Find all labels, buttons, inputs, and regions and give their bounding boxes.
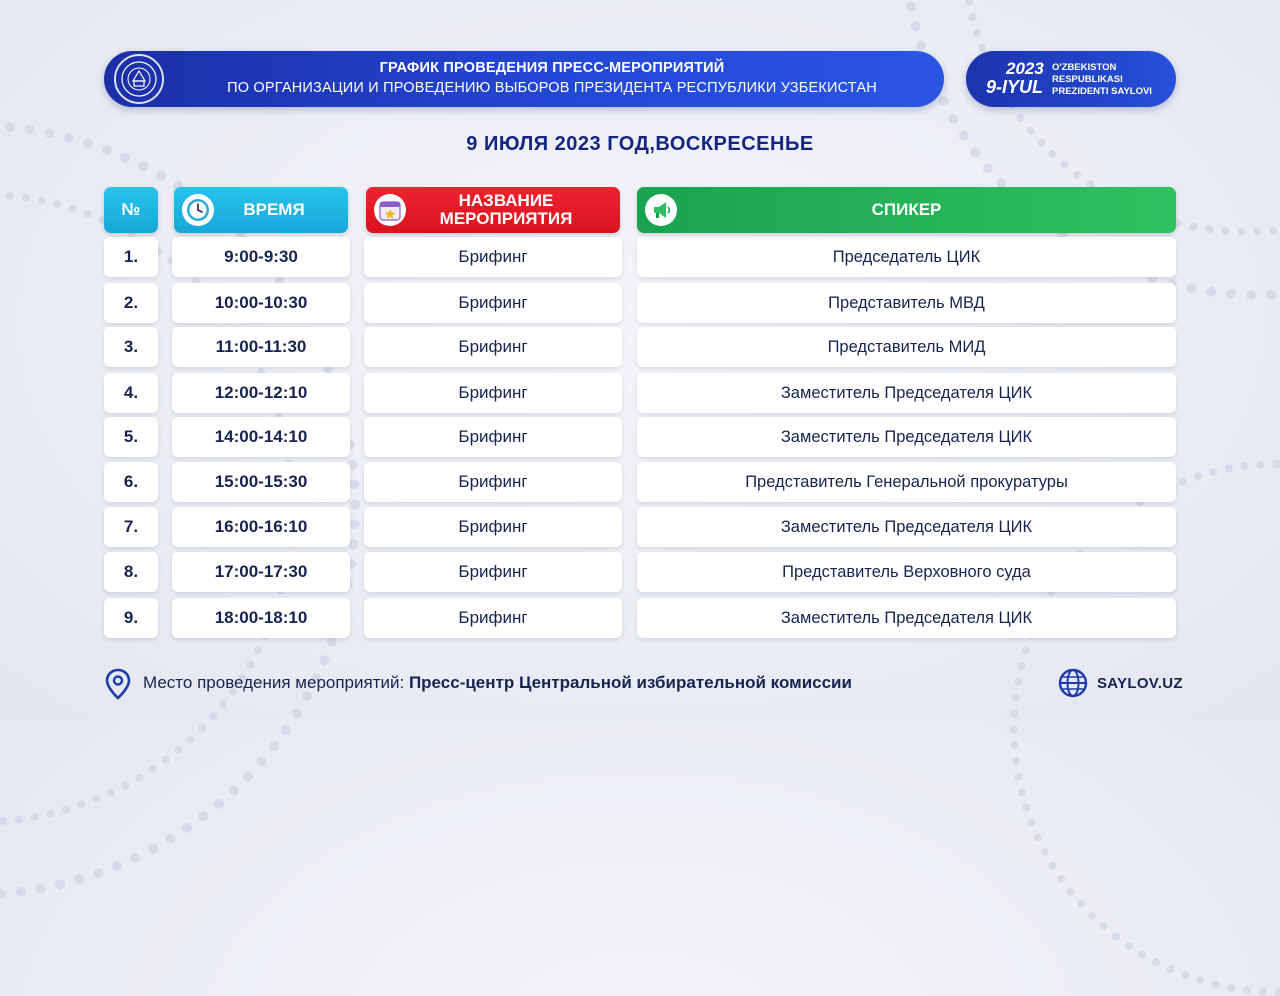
row-event-name: Брифинг — [364, 237, 622, 277]
election-badge — [966, 51, 1176, 107]
badge-line-3: PREZIDENTI SAYLOVI — [1052, 86, 1152, 97]
row-time: 10:00-10:30 — [172, 283, 350, 323]
row-time: 12:00-12:10 — [172, 373, 350, 413]
row-number: 9. — [104, 598, 158, 638]
row-speaker: Представитель МИД — [637, 327, 1176, 367]
row-number: 8. — [104, 552, 158, 592]
row-number: 1. — [104, 237, 158, 277]
column-header-event-line-2: МЕРОПРИЯТИЯ — [439, 209, 573, 228]
row-number: 3. — [104, 327, 158, 367]
badge-line-1: O'ZBEKISTON — [1052, 62, 1117, 73]
column-header-speaker-label: СПИКЕР — [871, 200, 942, 219]
event-location-value: Пресс-центр Центральной избирательной комиссии — [408, 673, 852, 692]
election-commission-emblem-icon — [114, 54, 164, 104]
row-speaker: Представитель Верховного суда — [637, 552, 1176, 592]
page-subtitle: ПО ОРГАНИЗАЦИИ И ПРОВЕДЕНИЮ ВЫБОРОВ ПРЕЗИДЕНТА РЕСПУБЛИКИ УЗБЕКИСТАН — [227, 80, 877, 96]
row-event-name: Брифинг — [364, 552, 622, 592]
column-header-event-label — [440, 192, 573, 228]
row-event-name: Брифинг — [364, 598, 622, 638]
row-number: 5. — [104, 417, 158, 457]
column-header-number-label: № — [121, 200, 141, 219]
row-number: 2. — [104, 283, 158, 323]
row-speaker: Заместитель Председателя ЦИК — [637, 417, 1176, 457]
column-header-time — [174, 187, 348, 233]
column-header-event — [366, 187, 620, 233]
row-speaker: Заместитель Председателя ЦИК — [637, 598, 1176, 638]
row-time: 9:00-9:30 — [172, 237, 350, 277]
header-banner — [104, 51, 944, 107]
row-speaker: Заместитель Председателя ЦИК — [637, 507, 1176, 547]
row-speaker: Представитель МВД — [637, 283, 1176, 323]
row-number: 6. — [104, 462, 158, 502]
row-time: 11:00-11:30 — [172, 327, 350, 367]
column-header-number — [104, 187, 158, 233]
row-event-name: Брифинг — [364, 327, 622, 367]
row-number: 7. — [104, 507, 158, 547]
clock-icon — [182, 194, 214, 226]
row-number: 4. — [104, 373, 158, 413]
row-time: 17:00-17:30 — [172, 552, 350, 592]
column-header-speaker — [637, 187, 1176, 233]
row-time: 14:00-14:10 — [172, 417, 350, 457]
badge-line-2: RESPUBLIKASI — [1052, 74, 1123, 85]
row-time: 15:00-15:30 — [172, 462, 350, 502]
row-time: 18:00-18:10 — [172, 598, 350, 638]
megaphone-icon — [645, 194, 677, 226]
row-event-name: Брифинг — [364, 507, 622, 547]
calendar-star-icon — [374, 194, 406, 226]
badge-date: 9-IYUL — [986, 77, 1044, 97]
row-event-name: Брифинг — [364, 417, 622, 457]
globe-icon — [1058, 668, 1088, 698]
column-header-event-line-1: НАЗВАНИЕ — [458, 191, 554, 210]
badge-caption — [1052, 62, 1152, 98]
location-pin-icon — [104, 668, 132, 700]
schedule-date: 9 ИЮЛЯ 2023 ГОД,ВОСКРЕСЕНЬЕ — [466, 133, 814, 155]
page-title: ГРАФИК ПРОВЕДЕНИЯ ПРЕСС-МЕРОПРИЯТИЙ — [379, 60, 725, 76]
row-speaker: Представитель Генеральной прокуратуры — [637, 462, 1176, 502]
column-header-time-label: ВРЕМЯ — [243, 200, 305, 219]
row-speaker: Председатель ЦИК — [637, 237, 1176, 277]
row-speaker: Заместитель Председателя ЦИК — [637, 373, 1176, 413]
row-time: 16:00-16:10 — [172, 507, 350, 547]
website-link[interactable]: SAYLOV.UZ — [1097, 675, 1183, 692]
event-location-label: Место проведения мероприятий: — [143, 673, 409, 692]
row-event-name: Брифинг — [364, 283, 622, 323]
row-event-name: Брифинг — [364, 462, 622, 502]
badge-year: 2023 — [1006, 59, 1044, 78]
row-event-name: Брифинг — [364, 373, 622, 413]
event-location — [143, 673, 852, 693]
